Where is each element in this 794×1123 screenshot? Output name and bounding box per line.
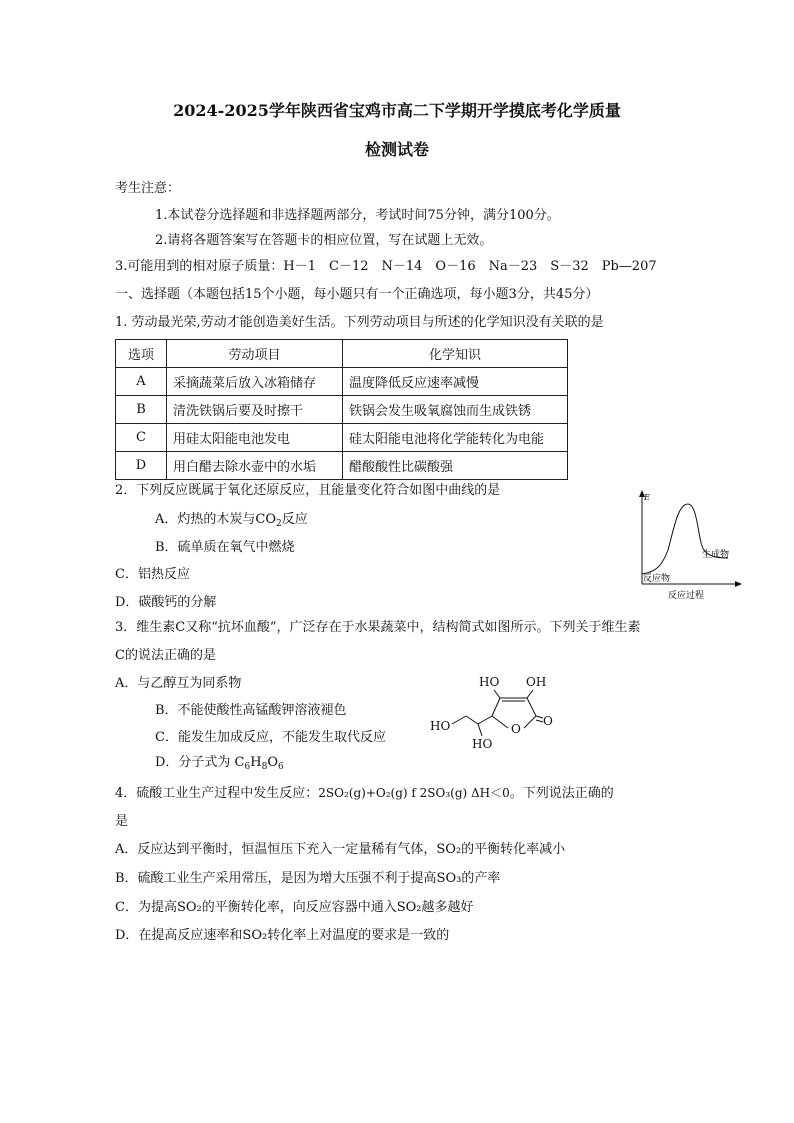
page-title-line2: 检测试卷 [364,140,429,159]
table-row [116,368,568,396]
question-1-table [115,339,568,480]
question-4-option-d: D．在提高反应速率和SO₂转化率上对温度的要求是一致的 [115,928,450,943]
notice-heading: 考生注意： [115,181,181,196]
question-3-option-c: C．能发生加成反应，不能发生取代反应 [155,730,386,745]
table-cell: B [116,396,167,424]
product-label: 生成物 [702,550,730,560]
question-3-stem: 3．维生素C又称“抗坏血酸”，广泛存在于水果蔬菜中，结构简式如图所示。下列关于维生素 [115,620,641,635]
question-4-stem [115,785,614,802]
table-cell: C [116,424,167,452]
hydroxyl-label: HO [479,675,500,689]
subscript: 2 [276,519,282,529]
question-3-option-a: A．与乙醇互为同系物 [115,676,242,691]
subscript: 6 [244,762,251,772]
ring-oxygen-label: O [511,722,521,736]
table-header-row [116,340,568,368]
table-row [116,424,568,452]
co2-formula: CO [255,512,276,527]
table-row [116,396,568,424]
table-cell: 清洗铁锅后要及时擦干 [167,396,343,424]
formula-o: O [267,755,278,770]
table-row [116,452,568,480]
hydroxyl-label: HO [430,719,451,733]
energy-axis-label: E [644,493,650,502]
formula-h: H [250,755,262,770]
table-header: 化学知识 [343,340,568,368]
question-3-option-b: B．不能使酸性高锰酸钾溶液褪色 [155,703,347,718]
question-4-stem-text: 4．硫酸工业生产过程中发生反应： [115,786,319,801]
question-4-option-a: A．反应达到平衡时，恒温恒压下充入一定量稀有气体，SO₂的平衡转化率减小 [115,842,566,857]
table-cell: D [116,452,167,480]
table-cell: 用白醋去除水壶中的水垢 [167,452,343,480]
option-a-text: A．灼热的木炭与 [155,512,256,527]
table-cell: 用硅太阳能电池发电 [167,424,343,452]
table-cell: 采摘蔬菜后放入冰箱储存 [167,368,343,396]
vitamin-c-structure [428,670,558,756]
table-cell: 铁锅会发生吸氧腐蚀而生成铁锈 [343,396,568,424]
question-2-option-b: B．硫单质在氧气中燃烧 [155,540,295,555]
option-a-text-end: 反应 [281,512,308,527]
energy-diagram [628,488,748,604]
reaction-equation: 2SO₂(g)+O₂(g) f 2SO₃(g) ΔH＜0 [318,786,510,800]
question-2-option-a [155,512,308,532]
notice-item-2: 2.请将各题答案写在答题卡的相应位置，写在试题上无效。 [155,233,493,248]
hydroxyl-label: OH [526,675,547,689]
table-header: 选项 [116,340,167,368]
question-4-stem-end: 。下列说法正确的 [509,786,614,801]
reaction-progress-label: 反应过程 [668,591,705,601]
question-2-stem: 2．下列反应既属于氧化还原反应，且能量变化符合如图中曲线的是 [115,483,501,498]
table-cell: 温度降低反应速率减慢 [343,368,568,396]
subscript: 8 [261,762,268,772]
section-heading: 一、选择题（本题包括15个小题，每小题只有一个正确选项，每小题3分，共45分） [115,287,599,302]
notice-item-1: 1.本试卷分选择题和非选择题两部分，考试时间75分钟，满分100分。 [155,208,560,223]
reactant-label: 反应物 [643,574,671,584]
question-4-option-c: C．为提高SO₂的平衡转化率，向反应容器中通入SO₂越多越好 [115,900,474,915]
subscript: 6 [278,762,284,772]
table-cell: A [116,368,167,396]
hydroxyl-label: HO [472,737,493,751]
option-d-text: D．分子式为 C [155,755,245,770]
question-4-option-b: B．硫酸工业生产采用常压，是因为增大压强不利于提高SO₃的产率 [115,871,501,886]
table-cell: 硅太阳能电池将化学能转化为电能 [343,424,568,452]
page-title: 2024-2025学年陕西省宝鸡市高二下学期开学摸底考化学质量 [173,101,621,120]
question-2-option-d: D．碳酸钙的分解 [115,595,217,610]
table-cell: 醋酸酸性比碳酸强 [343,452,568,480]
question-1-stem: 1. 劳动最光荣,劳动才能创造美好生活。下列劳动项目与所述的化学知识没有关联的是 [115,315,604,330]
notice-item-3: 3.可能用到的相对原子质量：H－1 C－12 N－14 O－16 Na－23 S－32 Pb—207 [115,259,657,274]
question-3-option-d [155,755,284,775]
question-3-stem-cont: C的说法正确的是 [115,648,216,663]
table-header: 劳动项目 [167,340,343,368]
question-2-option-c: C．铝热反应 [115,567,190,582]
question-4-stem-cont: 是 [115,814,129,829]
carbonyl-oxygen-label: O [543,714,553,728]
